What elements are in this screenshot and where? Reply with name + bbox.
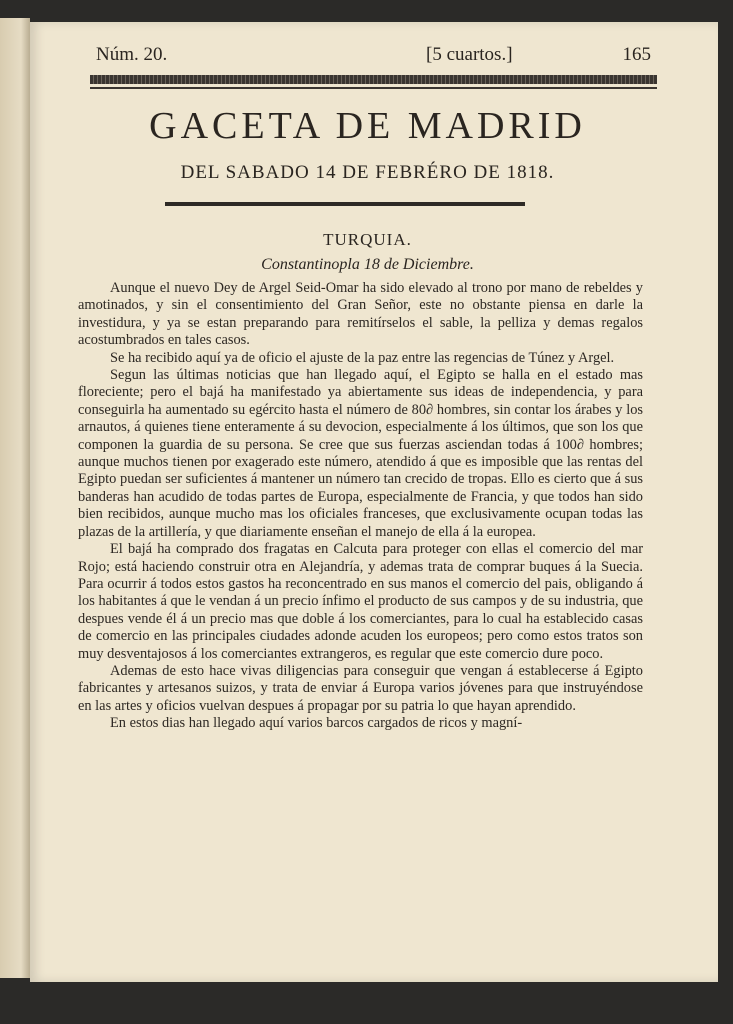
facing-page-edge <box>0 18 30 978</box>
masthead-date: DEL SABADO 14 DE FEBRÉRO DE 1818. <box>180 162 555 183</box>
paragraph: El bajá ha comprado dos fragatas en Calcuta para proteger con ellas el comercio del mar Rojo; está haciendo construir otra en Alejandría, y ademas trata de comprar buques á la Suecia. Para ocurrir á todos estos gastos ha reconcentrado en sus manos el comercio del pais, obligando á los habitantes á que le vendan á un precio ínfimo el producto de sus campos y de su industria, que despues vende él á un precio mas que doble á los comerciantes, para lo cual ha establecido casas de comercio en las principales ciudades adonde acuden los europeos; pero como estos tratos son muy desventajosos á los comerciantes extrangeros, es regular que este comercio dure poco. <box>78 541 643 662</box>
paragraph: Ademas de esto hace vivas diligencias para conseguir que vengan á establecerse á Egipto fabricantes y artesanos suizos, y trata de enviar á Europa varios jóvenes para que instruyéndose en las artes y oficios vuelvan despues á propagar por su patria lo que hayan aprendido. <box>78 662 643 714</box>
divider-rule <box>165 202 525 206</box>
divider-rule <box>90 87 657 89</box>
newspaper-page <box>30 22 718 982</box>
dateline: Constantinopla 18 de Diciembre. <box>261 256 474 273</box>
issue-price: [5 cuartos.] <box>426 44 513 65</box>
article-body <box>78 280 643 733</box>
ornamental-rule <box>90 75 657 84</box>
paragraph: En estos dias han llegado aquí varios barcos cargados de ricos y magní- <box>110 715 523 732</box>
issue-number: Núm. 20. <box>96 44 168 65</box>
masthead-title: GACETA DE MADRID <box>149 105 586 147</box>
paragraph: Aunque el nuevo Dey de Argel Seid-Omar ha sido elevado al trono por mano de rebeldes y amotinados, y sin el consentimiento del Gran Señor, este no obstante piensa en darle la investidura, y ya se estan preparando para remitírselos el sable, la pelliza y demas regalos acostumbrados en tales casos. <box>78 280 643 349</box>
page-header <box>96 44 651 74</box>
paragraph: Segun las últimas noticias que han llegado aquí, el Egipto se halla en el estado mas floreciente; pero el bajá ha manifestado ya abiertamente sus ideas de independencia, y para conseguirla ha aumentado su egército hasta el número de 80∂ hombres, sin contar los árabes y los arnautos, á quienes tiene enteramente á su devocion, especialmente á los últimos, que son los que componen la guardia de su persona. Se cree que sus fuerzas asciendan todas á 100∂ hombres; aunque muchos tienen por exagerado este número, atendido á que es imposible que las rentas del Egipto puedan ser suficientes á mantener un número tan crecido de tropas. Ello es cierto que á sus banderas han acudido de todas partes de Europa, especialmente de Francia, y que todos han sido bien recibidos, aunque mucho mas los oficiales franceses, que exclusivamente ocupan todas las plazas de la artillería, y que diariamente enseñan el manejo de ella á la europea. <box>78 367 643 540</box>
page-number: 165 <box>622 44 651 65</box>
paragraph: Se ha recibido aquí ya de oficio el ajuste de la paz entre las regencias de Túnez y Argel. <box>110 349 615 366</box>
section-heading: TURQUIA. <box>323 230 412 249</box>
